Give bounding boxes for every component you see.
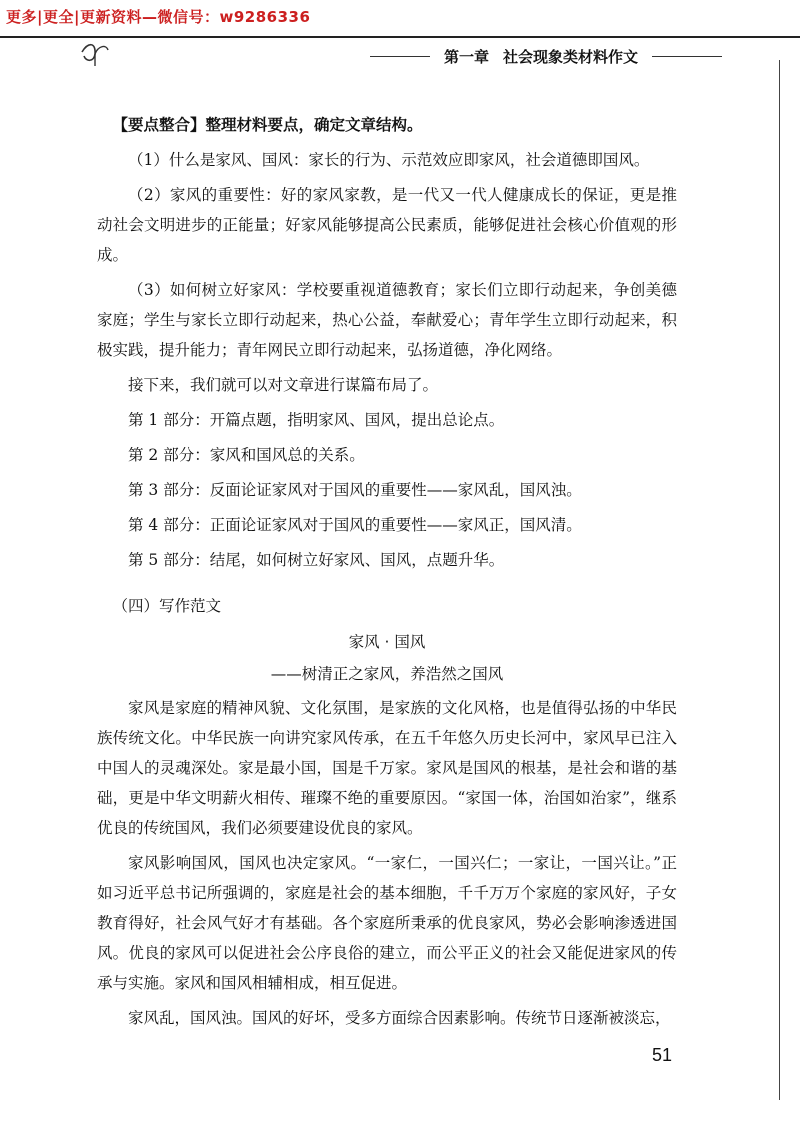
right-margin-rule	[779, 60, 780, 1100]
essay-subtitle: ——树清正之家风，养浩然之国风	[270, 665, 504, 683]
header-left-line	[370, 56, 430, 57]
leaf-ornament-icon	[78, 38, 112, 68]
sample-essay-heading: （四）写作范文	[112, 597, 222, 615]
summary-intro	[97, 110, 677, 140]
summary-point-2: （2）家风的重要性：好的家风家教，是一代又一代人健康成长的保证，更是推动社会文明进步的正能量；好家风能够提高公民素质，能够促进社会核心价值观的形成。	[97, 186, 677, 264]
summary-label: 【要点整合】	[112, 116, 206, 134]
chapter-number: 第一章	[443, 48, 489, 66]
essay-paragraph-3: 家风乱，国风浊。国风的好坏，受多方面综合因素影响。传统节日逐渐被淡忘，	[128, 1009, 671, 1027]
essay-title: 家风 · 国风	[348, 633, 426, 651]
header-top-rule	[0, 36, 800, 38]
essay-paragraph-2: 家风影响国风，国风也决定家风。“一家仁，一国兴仁；一家让，一国兴让。”正如习近平总书记所强调的，家庭是社会的基本细胞，千千万万个家庭的家风好，子女教育得好，社会风气好才有基础。各个家庭所秉承的优良家风，势必会影响渗透进国风。优良的家风可以促进社会公序良俗的建立，而公平正义的社会又能促进家风的传承与实施。家风和国风相辅相成，相互促进。	[97, 854, 677, 992]
chapter-title: 社会现象类材料作文	[502, 48, 638, 66]
summary-point-3: （3）如何树立好家风：学校要重视道德教育；家长们立即行动起来，争创美德家庭；学生与家长立即行动起来，热心公益，奉献爱心；青年学生立即行动起来，积极实践，提升能力；青年网民立即行动起来，弘扬道德，净化网络。	[97, 281, 677, 359]
summary-intro-text: 整理材料要点，确定文章结构。	[205, 116, 423, 134]
header-right-line	[652, 56, 722, 57]
structure-part-2: 第 2 部分：家风和国风总的关系。	[128, 446, 365, 464]
watermark-banner: 更多|更全|更新资料—微信号：w9286336	[6, 8, 311, 26]
summary-point-1: （1）什么是家风、国风：家长的行为、示范效应即家风，社会道德即国风。	[128, 151, 650, 169]
structure-part-1: 第 1 部分：开篇点题，指明家风、国风，提出总论点。	[128, 411, 505, 429]
transition-text: 接下来，我们就可以对文章进行谋篇布局了。	[128, 376, 439, 394]
page-number: 51	[652, 1045, 673, 1065]
page-content	[97, 110, 677, 1038]
structure-part-5: 第 5 部分：结尾，如何树立好家风、国风，点题升华。	[128, 551, 505, 569]
chapter-header	[370, 46, 722, 67]
structure-part-4: 第 4 部分：正面论证家风对于国风的重要性——家风正，国风清。	[128, 516, 582, 534]
essay-paragraph-1: 家风是家庭的精神风貌、文化氛围，是家族的文化风格，也是值得弘扬的中华民族传统文化。中华民族一向讲究家风传承，在五千年悠久历史长河中，家风早已注入中国人的灵魂深处。家是最小国，国是千万家。家风是国风的根基，是社会和谐的基础，更是中华文明薪火相传、璀璨不绝的重要原因。“家国一体，治国如治家”，继系优良的传统国风，我们必须要建设优良的家风。	[97, 699, 677, 837]
structure-part-3: 第 3 部分：反面论证家风对于国风的重要性——家风乱，国风浊。	[128, 481, 582, 499]
